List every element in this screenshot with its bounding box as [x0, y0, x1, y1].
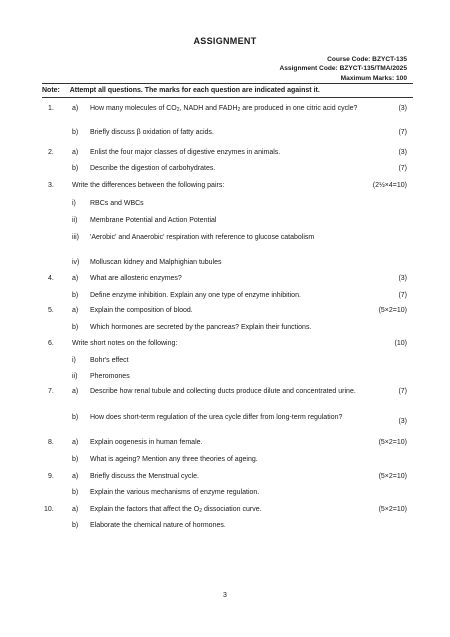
- subpart-label: a): [72, 105, 79, 112]
- course-code: Course Code: BZYCT-135: [327, 56, 407, 63]
- question-text: Describe the digestion of carbohydrates.: [90, 165, 216, 172]
- marks: (3): [398, 275, 407, 282]
- question-text: Explain the various mechanisms of enzyme regulation.: [90, 489, 260, 496]
- question-text: Molluscan kidney and Malphighian tubules: [90, 259, 222, 266]
- question-number: 4.: [48, 275, 54, 282]
- subpart-label: iii): [72, 234, 79, 241]
- maximum-marks: Maximum Marks: 100: [340, 74, 407, 82]
- marks: (10): [394, 340, 407, 347]
- subpart-label: ii): [72, 373, 78, 380]
- question-number: 9.: [48, 473, 54, 480]
- question-number: 7.: [48, 388, 54, 395]
- marks: (7): [398, 165, 407, 172]
- question-text: How does short-term regulation of the urea cycle differ from long-term regulation?: [90, 414, 343, 421]
- question-text: How many molecules of $CO_2$, NADH and $FADH_2$ are produced in one citric acid cycle?: [90, 105, 358, 113]
- header-codes: [279, 55, 407, 83]
- subpart-label: b): [72, 489, 79, 496]
- assignment-code: Assignment Code: BZYCT-135/TMA/2025: [279, 65, 407, 73]
- marks: (2½×4=10): [372, 182, 407, 189]
- marks: (3): [398, 105, 407, 112]
- divider-top: [42, 83, 413, 84]
- question-text: Briefly discuss β oxidation of fatty acids.: [90, 129, 214, 136]
- question-number: 1.: [48, 105, 54, 112]
- question-text: Explain oogenesis in human female.: [90, 439, 203, 446]
- question-number: 6.: [48, 340, 54, 347]
- subpart-label: a): [72, 473, 79, 480]
- marks: (3): [398, 149, 407, 156]
- subpart-label: b): [72, 324, 79, 331]
- subpart-label: a): [72, 149, 79, 156]
- subpart-label: b): [72, 456, 79, 463]
- question-text: Bohr's effect: [90, 357, 129, 364]
- marks: (3): [398, 418, 407, 425]
- subpart-label: a): [72, 388, 79, 395]
- subpart-label: ii): [72, 217, 78, 224]
- marks: (7): [398, 129, 407, 136]
- subpart-label: a): [72, 506, 79, 513]
- question-text: Explain the composition of blood.: [90, 307, 193, 314]
- subpart-label: b): [72, 165, 79, 172]
- question-text: Enlist the four major classes of digestive enzymes in animals.: [90, 149, 281, 156]
- page-title: ASSIGNMENT: [193, 36, 257, 46]
- marks: (5×2=10): [378, 439, 407, 446]
- question-number: 10.: [44, 506, 54, 513]
- question-number: 3.: [48, 182, 54, 189]
- marks: (7): [398, 292, 407, 299]
- note-label: Note:: [42, 87, 60, 94]
- subpart-label: b): [72, 414, 79, 421]
- marks: (7): [398, 388, 407, 395]
- question-number: 8.: [48, 439, 54, 446]
- page-number: 3: [223, 592, 227, 599]
- divider-bottom: [42, 97, 413, 98]
- question-text: Membrane Potential and Action Potential: [90, 217, 217, 224]
- question-text: Which hormones are secreted by the pancreas? Explain their functions.: [90, 324, 312, 331]
- subpart-label: b): [72, 129, 79, 136]
- marks: (5×2=10): [378, 506, 407, 513]
- question-number: 5.: [48, 307, 54, 314]
- subpart-label: i): [72, 200, 76, 207]
- question-text: Write the differences between the following pairs:: [72, 182, 225, 189]
- subpart-label: i): [72, 357, 76, 364]
- subpart-label: a): [72, 307, 79, 314]
- question-text: Define enzyme inhibition. Explain any one type of enzyme inhibition.: [90, 292, 301, 299]
- question-text: 'Aerobic' and Anaerobic' respiration with reference to glucose catabolism: [90, 234, 315, 241]
- question-text: What are allosteric enzymes?: [90, 275, 182, 282]
- question-text: Explain the factors that affect the $O_2$ dissociation curve.: [90, 506, 262, 514]
- subpart-label: b): [72, 292, 79, 299]
- note-text: Attempt all questions. The marks for each question are indicated against it.: [69, 87, 320, 94]
- question-text: Briefly discuss the Menstrual cycle.: [90, 473, 199, 480]
- question-text: Pheromones: [90, 373, 130, 380]
- subpart-label: iv): [72, 259, 80, 266]
- question-text: Describe how renal tubule and collecting ducts produce dilute and concentrated urine.: [90, 388, 356, 395]
- question-number: 2.: [48, 149, 54, 156]
- subpart-label: b): [72, 522, 79, 529]
- question-text: Write short notes on the following:: [72, 340, 178, 347]
- marks: (5×2=10): [378, 473, 407, 480]
- subpart-label: a): [72, 275, 79, 282]
- question-text: What is ageing? Mention any three theories of ageing.: [90, 456, 258, 463]
- question-text: RBCs and WBCs: [90, 200, 144, 207]
- note: [42, 87, 413, 94]
- question-text: Elaborate the chemical nature of hormones.: [90, 522, 226, 529]
- subpart-label: a): [72, 439, 79, 446]
- marks: (5×2=10): [378, 307, 407, 314]
